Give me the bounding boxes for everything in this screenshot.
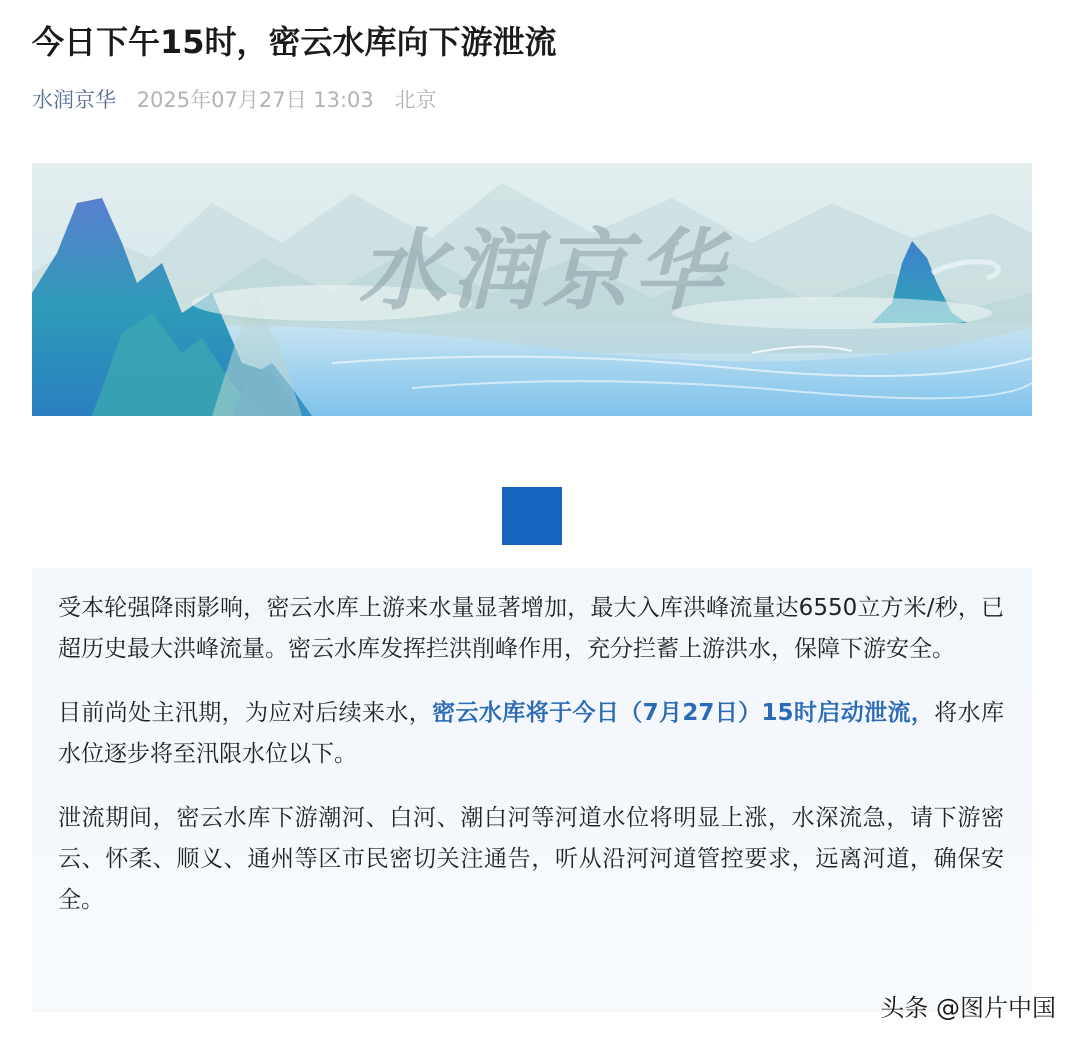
publish-location: 北京 — [394, 88, 437, 112]
banner-logo-calligraphy: 水润京华 — [357, 218, 726, 322]
paragraph-2-lead: 目前尚处主汛期，为应对后续来水， — [58, 700, 433, 726]
article-title: 今日下午15时，密云水库向下游泄流 — [32, 23, 557, 61]
article-meta — [32, 84, 436, 116]
publish-date: 2025年07月27日 13:03 — [136, 88, 374, 112]
paragraph-2-highlight: 密云水库将于今日（7月27日）15时启动泄流， — [432, 700, 935, 726]
paragraph-1: 受本轮强降雨影响，密云水库上游来水量显著增加，最大入库洪峰流量达6550立方米/秒，已超历史最大洪峰流量。密云水库发挥拦洪削峰作用，充分拦蓄上游洪水，保障下游安全。 — [58, 595, 1004, 662]
watermark-text: 头条 @图片中国 — [880, 994, 1056, 1022]
paragraph-2-tail: 将水库水位逐步将至汛限水位以下。 — [58, 700, 1005, 767]
article-body-card — [32, 568, 1032, 1012]
paragraph-2 — [58, 693, 1004, 775]
header-banner-image — [32, 163, 1032, 416]
account-name-link[interactable]: 水润京华 — [32, 88, 116, 112]
paragraph-3: 泄流期间，密云水库下游潮河、白河、潮白河等河道水位将明显上涨，水深流急，请下游密云、怀柔、顺义、通州等区市民密切关注通告，听从沿河河道管控要求，远离河道，确保安全。 — [58, 805, 1004, 913]
blue-square-image — [502, 487, 562, 545]
